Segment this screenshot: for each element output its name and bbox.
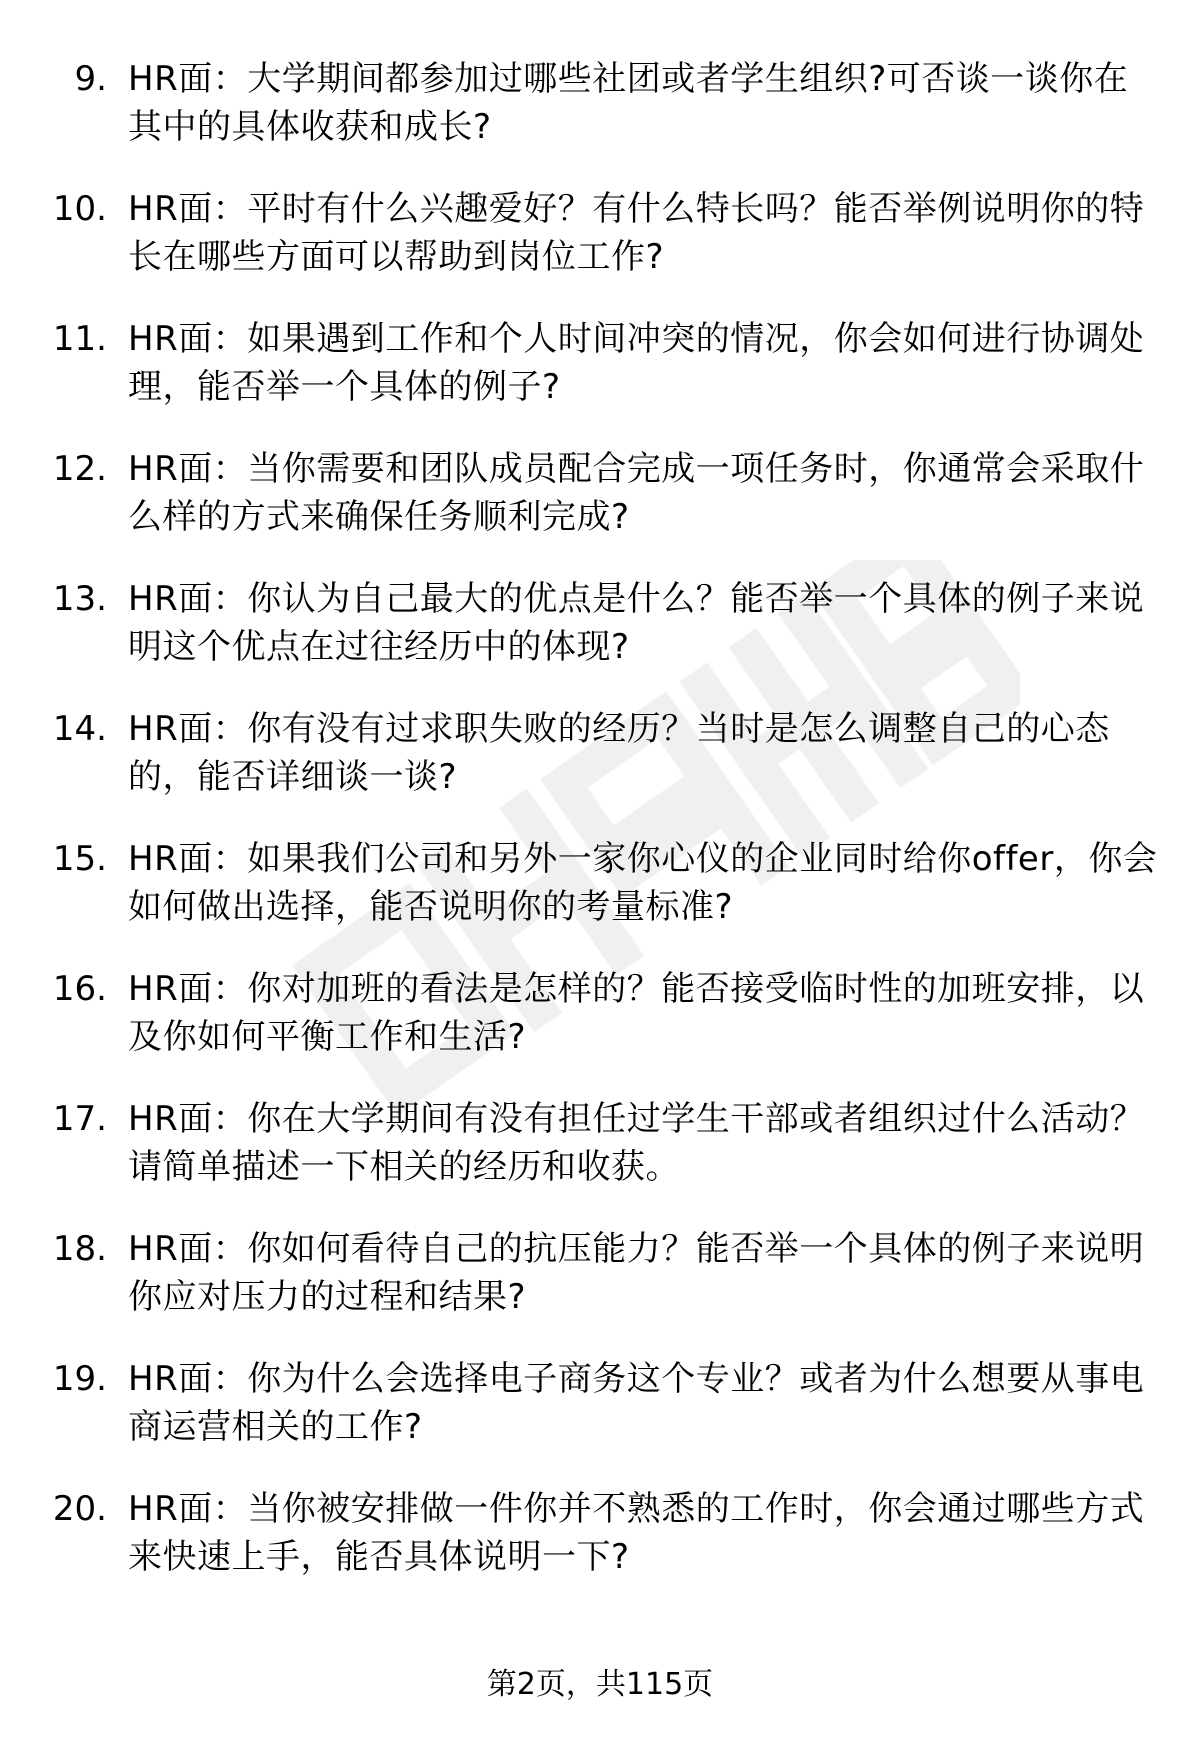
question-number: 20. (52, 1489, 107, 1529)
question-text: HR面：你为什么会选择电子商务这个专业？或者为什么想要从事电商运营相关的工作? (128, 1359, 1145, 1447)
list-item (0, 445, 1200, 575)
question-text: HR面：你对加班的看法是怎样的？能否接受临时性的加班安排，以及你如何平衡工作和生活? (128, 969, 1145, 1057)
list-item (0, 55, 1200, 185)
list-item (0, 315, 1200, 445)
question-number: 16. (52, 969, 107, 1009)
question-text: HR面：如果遇到工作和个人时间冲突的情况，你会如何进行协调处理，能否举一个具体的例子? (128, 319, 1145, 407)
question-number: 9. (74, 59, 107, 99)
list-item (0, 705, 1200, 835)
question-text: HR面：你在大学期间有没有担任过学生干部或者组织过什么活动？请简单描述一下相关的经历和收获。 (128, 1099, 1145, 1187)
question-list (0, 55, 1200, 1615)
list-item (0, 185, 1200, 315)
list-item (0, 1095, 1200, 1225)
question-number: 12. (52, 449, 107, 489)
list-item (0, 835, 1200, 965)
question-text: HR面：大学期间都参加过哪些社团或者学生组织?可否谈一谈你在其中的具体收获和成长? (128, 59, 1129, 147)
question-number: 15. (52, 839, 107, 879)
question-text: HR面：你如何看待自己的抗压能力？能否举一个具体的例子来说明你应对压力的过程和结果? (128, 1229, 1145, 1317)
question-number: 19. (52, 1359, 107, 1399)
question-number: 11. (52, 319, 107, 359)
page-footer: 第2页，共115页 (486, 1667, 714, 1702)
list-item (0, 575, 1200, 705)
question-text: HR面：平时有什么兴趣爱好？有什么特长吗？能否举例说明你的特长在哪些方面可以帮助到岗位工作? (128, 189, 1145, 277)
question-text: HR面：当你需要和团队成员配合完成一项任务时，你通常会采取什么样的方式来确保任务顺利完成? (128, 449, 1145, 537)
question-text: HR面：当你被安排做一件你并不熟悉的工作时，你会通过哪些方式来快速上手，能否具体说明一下? (128, 1489, 1145, 1577)
list-item (0, 1225, 1200, 1355)
list-item (0, 965, 1200, 1095)
question-text: HR面：你认为自己最大的优点是什么？能否举一个具体的例子来说明这个优点在过往经历中的体现? (128, 579, 1145, 667)
question-number: 18. (52, 1229, 107, 1269)
question-text: HR面：如果我们公司和另外一家你心仪的企业同时给你offer，你会如何做出选择，能否说明你的考量标准? (128, 839, 1158, 927)
question-number: 10. (52, 189, 107, 229)
question-text: HR面：你有没有过求职失败的经历？当时是怎么调整自己的心态的，能否详细谈一谈? (128, 709, 1110, 797)
list-item (0, 1485, 1200, 1615)
question-number: 13. (52, 579, 107, 619)
question-number: 17. (52, 1099, 107, 1139)
question-number: 14. (52, 709, 107, 749)
list-item (0, 1355, 1200, 1485)
